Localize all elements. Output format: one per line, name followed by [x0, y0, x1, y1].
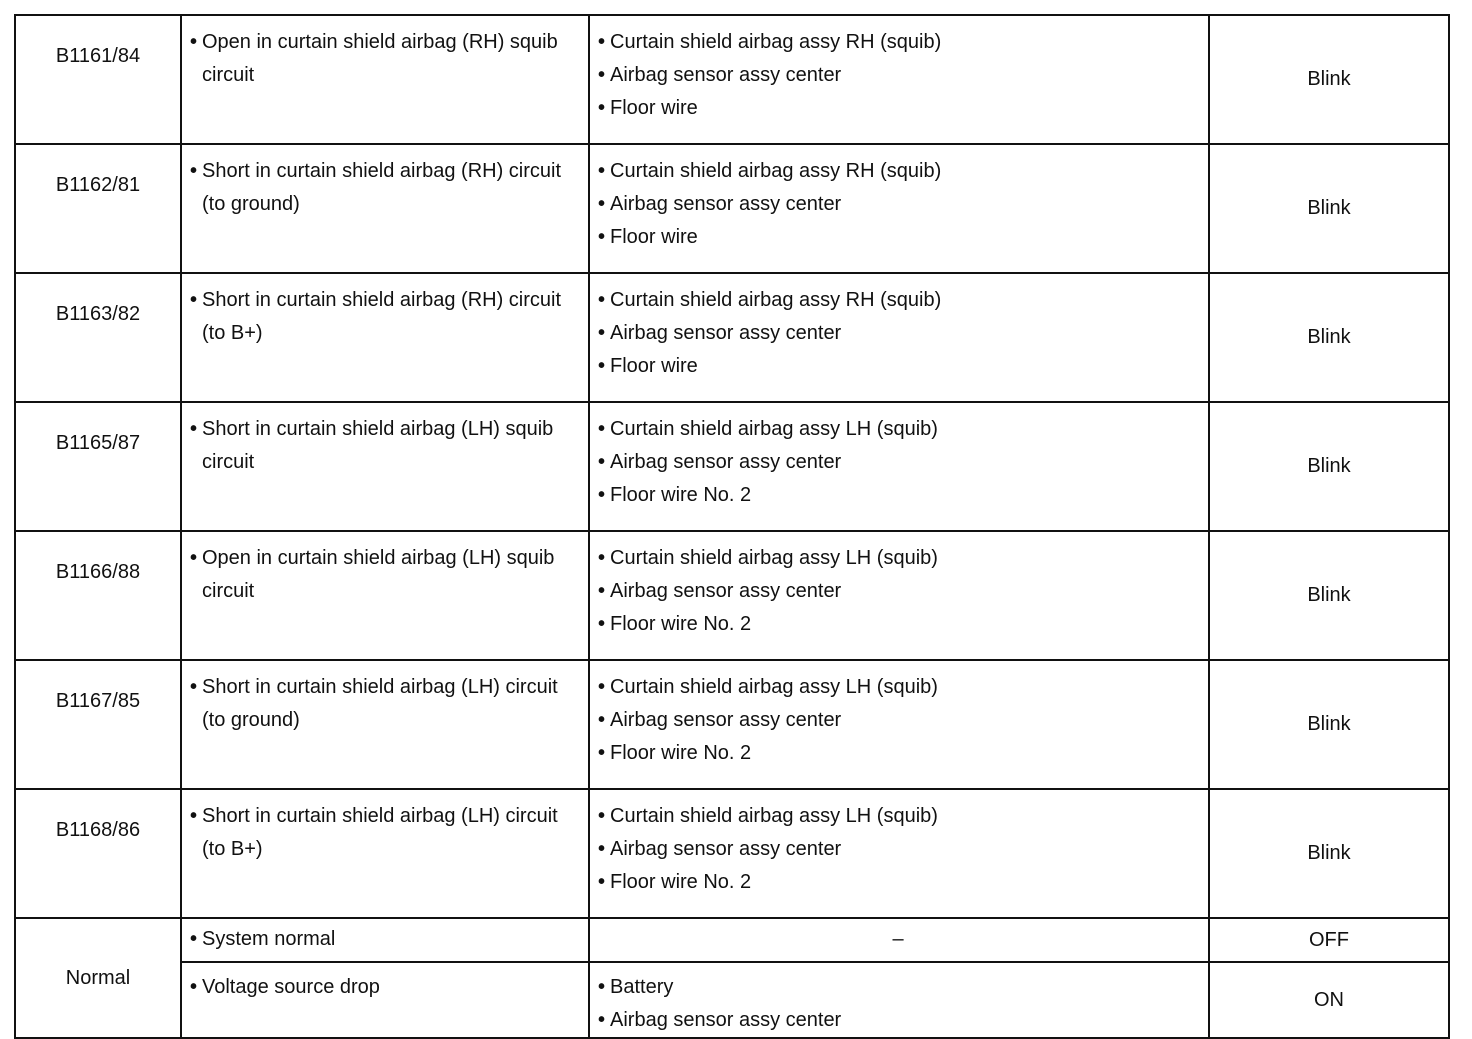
bullet: •	[598, 160, 606, 182]
bullet: •	[190, 160, 198, 182]
dtc-code: B1165/87	[15, 402, 181, 531]
table-row	[15, 402, 1449, 531]
warning-light-status: Blink	[1209, 273, 1449, 402]
bullet: •	[598, 580, 606, 602]
bullet: •	[190, 418, 198, 440]
condition-text: Short in curtain shield airbag (LH) circuit (to B+)	[202, 805, 558, 860]
bullet: •	[598, 871, 606, 893]
normal-code: Normal	[15, 918, 181, 1038]
warning-light-status: Blink	[1209, 531, 1449, 660]
condition-text: Open in curtain shield airbag (RH) squib circuit	[202, 31, 558, 86]
trouble-condition	[181, 15, 589, 144]
trouble-condition	[181, 531, 589, 660]
bullet: •	[598, 418, 606, 440]
bullet: •	[598, 838, 606, 860]
table-row	[15, 15, 1449, 144]
bullet: •	[598, 709, 606, 731]
part-item: Airbag sensor assy center	[610, 451, 842, 473]
part-item: Airbag sensor assy center	[610, 193, 842, 215]
condition-text: Short in curtain shield airbag (RH) circuit (to ground)	[202, 160, 562, 215]
part-item: Floor wire No. 2	[610, 742, 752, 764]
part-item: Airbag sensor assy center	[610, 322, 842, 344]
trouble-condition	[181, 918, 589, 962]
bullet: •	[598, 742, 606, 764]
trouble-condition	[181, 273, 589, 402]
bullet: •	[598, 289, 606, 311]
trouble-area	[589, 273, 1209, 402]
part-item: Curtain shield airbag assy LH (squib)	[610, 676, 938, 698]
dtc-table	[14, 14, 1450, 1039]
part-item: Airbag sensor assy center	[610, 580, 842, 602]
part-item: Airbag sensor assy center	[610, 709, 842, 731]
part-item: Curtain shield airbag assy LH (squib)	[610, 547, 938, 569]
trouble-condition	[181, 962, 589, 1038]
bullet: •	[598, 64, 606, 86]
dtc-table-body	[15, 15, 1449, 1038]
part-item: Floor wire No. 2	[610, 871, 752, 893]
dtc-code: B1161/84	[15, 15, 181, 144]
trouble-area	[589, 660, 1209, 789]
bullet: •	[598, 31, 606, 53]
bullet: •	[190, 805, 198, 827]
condition-text: Open in curtain shield airbag (LH) squib circuit	[202, 547, 555, 602]
warning-light-status: Blink	[1209, 660, 1449, 789]
bullet: •	[598, 547, 606, 569]
part-item: Battery	[610, 976, 674, 998]
bullet: •	[598, 676, 606, 698]
condition-text: System normal	[202, 928, 336, 950]
part-item: Curtain shield airbag assy RH (squib)	[610, 31, 942, 53]
warning-light-status: OFF	[1209, 918, 1449, 962]
trouble-area	[589, 962, 1209, 1038]
trouble-area	[589, 402, 1209, 531]
warning-light-status: Blink	[1209, 144, 1449, 273]
bullet: •	[190, 676, 198, 698]
bullet: •	[598, 613, 606, 635]
part-item: Airbag sensor assy center	[610, 1009, 842, 1031]
trouble-area	[589, 144, 1209, 273]
part-item: Curtain shield airbag assy LH (squib)	[610, 805, 938, 827]
trouble-condition	[181, 402, 589, 531]
bullet: •	[190, 289, 198, 311]
condition-text: Short in curtain shield airbag (RH) circuit (to B+)	[202, 289, 562, 344]
trouble-condition	[181, 144, 589, 273]
table-row	[15, 531, 1449, 660]
part-item: Floor wire	[610, 226, 698, 248]
bullet: •	[598, 226, 606, 248]
bullet: •	[190, 928, 198, 950]
trouble-condition	[181, 660, 589, 789]
warning-light-status: Blink	[1209, 402, 1449, 531]
part-item: Curtain shield airbag assy RH (squib)	[610, 160, 942, 182]
trouble-area	[589, 531, 1209, 660]
part-item: Floor wire No. 2	[610, 613, 752, 635]
condition-text: Voltage source drop	[202, 976, 380, 998]
bullet: •	[190, 31, 198, 53]
table-row	[15, 273, 1449, 402]
part-item: Airbag sensor assy center	[610, 838, 842, 860]
bullet: •	[598, 97, 606, 119]
table-row	[15, 660, 1449, 789]
part-item: Floor wire	[610, 355, 698, 377]
bullet: •	[598, 451, 606, 473]
condition-text: Short in curtain shield airbag (LH) circuit (to ground)	[202, 676, 558, 731]
trouble-area	[589, 15, 1209, 144]
trouble-area-none: –	[589, 918, 1209, 962]
table-row-normal-system	[15, 918, 1449, 962]
part-item: Airbag sensor assy center	[610, 64, 842, 86]
bullet: •	[190, 547, 198, 569]
dtc-code: B1167/85	[15, 660, 181, 789]
bullet: •	[598, 805, 606, 827]
bullet: •	[598, 193, 606, 215]
warning-light-status: Blink	[1209, 789, 1449, 918]
table-row-normal-voltage	[15, 962, 1449, 1038]
trouble-condition	[181, 789, 589, 918]
part-item: Floor wire No. 2	[610, 484, 752, 506]
bullet: •	[598, 355, 606, 377]
part-item: Curtain shield airbag assy LH (squib)	[610, 418, 938, 440]
dtc-code: B1166/88	[15, 531, 181, 660]
part-item: Floor wire	[610, 97, 698, 119]
table-row	[15, 789, 1449, 918]
bullet: •	[598, 1009, 606, 1031]
dtc-code: B1168/86	[15, 789, 181, 918]
bullet: •	[190, 976, 198, 998]
dtc-code: B1162/81	[15, 144, 181, 273]
bullet: •	[598, 976, 606, 998]
warning-light-status: ON	[1209, 962, 1449, 1038]
trouble-area	[589, 789, 1209, 918]
condition-text: Short in curtain shield airbag (LH) squib circuit	[202, 418, 554, 473]
bullet: •	[598, 484, 606, 506]
part-item: Curtain shield airbag assy RH (squib)	[610, 289, 942, 311]
warning-light-status: Blink	[1209, 15, 1449, 144]
table-row	[15, 144, 1449, 273]
bullet: •	[598, 322, 606, 344]
dtc-code: B1163/82	[15, 273, 181, 402]
